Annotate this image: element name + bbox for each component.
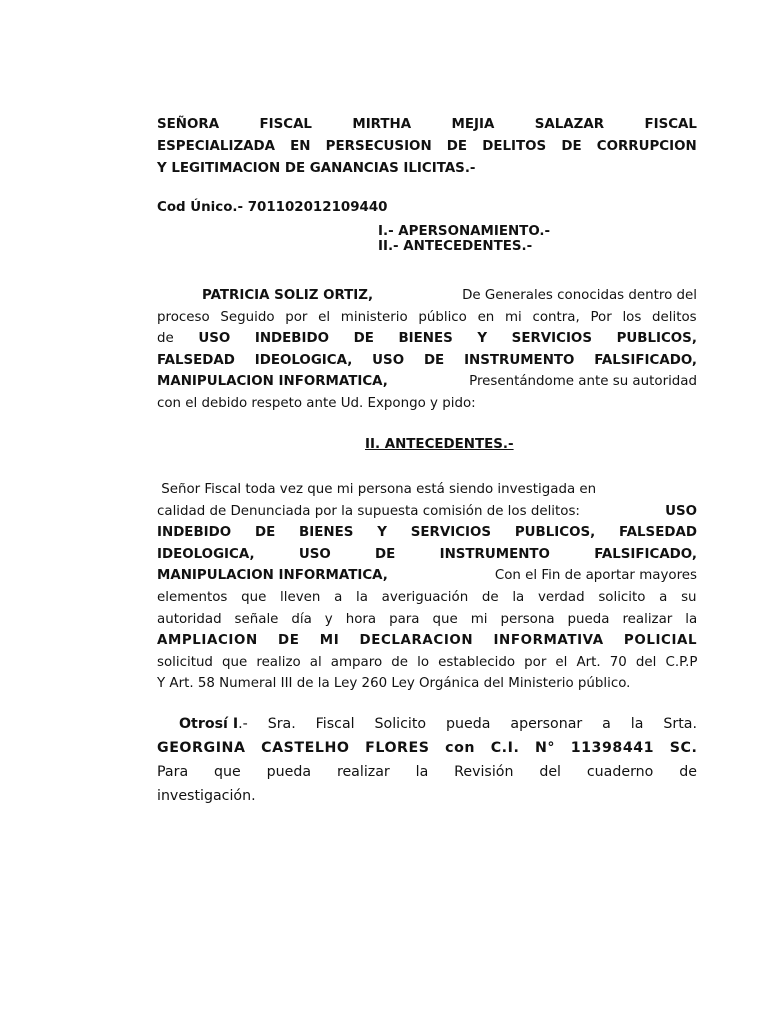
paragraph-text: solicitud que realizo al amparo de lo establecido por el Art. 70 del C.P.P (157, 654, 698, 670)
crime-list: FALSEDAD IDEOLOGICA, USO DE INSTRUMENTO FALSIFICADO, (157, 352, 698, 368)
paragraph-text: Presentándome ante su autoridad (469, 374, 697, 390)
paragraph-line (157, 712, 697, 736)
addressee-word: SEÑORA (157, 117, 220, 132)
paragraph-text: de (157, 331, 174, 347)
paragraph-word: Para (157, 764, 189, 780)
crime-word: FALSIFICADO, (594, 546, 697, 562)
addressee-line-3 (157, 158, 697, 180)
paragraph-line (157, 307, 697, 329)
party-name: PATRICIA SOLIZ ORTIZ, (202, 288, 374, 303)
crime-word: IDEOLOGICA, (157, 546, 255, 562)
references (378, 224, 550, 254)
paragraph-word: realizar (336, 764, 390, 780)
crime-word: INSTRUMENTO (439, 546, 550, 562)
crime-list: USO (665, 503, 697, 519)
paragraph-antecedentes (157, 479, 697, 695)
paragraph-line (157, 609, 697, 631)
crime-list: MANIPULACION INFORMATICA, (157, 374, 388, 390)
paragraph-line (157, 393, 697, 415)
crime-word: DE (353, 331, 374, 347)
paragraph-line (157, 479, 697, 501)
addressee-line-1 (157, 114, 697, 136)
paragraph-text: investigación. (157, 788, 256, 804)
crime-word: BIENES (398, 331, 453, 347)
paragraph-line (157, 736, 697, 760)
paragraph-word: que (214, 764, 241, 780)
paragraph-word: pueda (266, 764, 312, 780)
paragraph-line (157, 501, 697, 523)
addressee-word: SALAZAR (534, 117, 605, 132)
paragraph-otrosi (157, 712, 697, 808)
addressee-word: MEJIA (451, 117, 495, 132)
crime-word: USO (198, 331, 231, 347)
case-code: Cod Único.- 701102012109440 (157, 200, 388, 215)
paragraph-line (157, 784, 697, 808)
reference-antecedentes: II.- ANTECEDENTES.- (378, 239, 533, 254)
paragraph-text: Con el Fin de aportar mayores (494, 568, 697, 584)
crime-word: USO (298, 546, 331, 562)
paragraph-line (157, 652, 697, 674)
representative-name: GEORGINA CASTELHO FLORES con C.I. N° 11398441 SC. (157, 740, 698, 756)
crime-list: INDEBIDO DE BIENES Y SERVICIOS PUBLICOS, FALSEDAD (157, 525, 697, 541)
paragraph-word: la (415, 764, 429, 780)
paragraph-line (157, 285, 697, 307)
paragraph-text: Y Art. 58 Numeral III de la Ley 260 Ley Orgánica del Ministerio público. (157, 676, 631, 692)
crime-word: DE (375, 546, 396, 562)
addressee-line-2 (157, 136, 697, 158)
paragraph-line (157, 587, 697, 609)
paragraph-line (157, 328, 697, 350)
paragraph-line (157, 673, 697, 695)
addressee-word: FISCAL (259, 117, 312, 132)
paragraph-word: cuaderno (586, 764, 654, 780)
paragraph-text: autoridad señale día y hora para que mi persona pueda realizar la (157, 611, 698, 627)
paragraph-word: Revisión (454, 764, 514, 780)
paragraph-line (157, 565, 697, 587)
crime-word: Y (477, 331, 488, 347)
paragraph-text: calidad de Denunciada por la supuesta comisión de los delitos: (157, 503, 580, 519)
addressee-word: MIRTHA (352, 117, 412, 132)
paragraph-text: .- Sra. Fiscal Solicito pueda apersonar a la Srta. (238, 716, 697, 732)
addressee-word: FISCAL (644, 117, 697, 132)
paragraph-text: Señor Fiscal toda vez que mi persona está siendo investigada en (157, 482, 597, 497)
paragraph-text: De Generales conocidas dentro del (462, 288, 697, 303)
paragraph-line (157, 350, 697, 372)
crime-word: SERVICIOS (511, 331, 592, 347)
crime-word: INDEBIDO (254, 331, 329, 347)
crime-list: MANIPULACION INFORMATICA, (157, 568, 388, 584)
paragraph-line (157, 630, 697, 652)
paragraph-apersonamiento (157, 285, 697, 415)
paragraph-line (157, 760, 697, 784)
request-title: AMPLIACION DE MI DECLARACION INFORMATIVA POLICIAL (157, 633, 698, 649)
paragraph-text: con el debido respeto ante Ud. Expongo y pido: (157, 395, 476, 411)
addressee-text: ESPECIALIZADA EN PERSECUSION DE DELITOS DE CORRUPCION (157, 139, 697, 154)
paragraph-text: proceso Seguido por el ministerio público en mi contra, Por los delitos (157, 309, 697, 325)
paragraph-text: elementos que lleven a la averiguación de la verdad solicito a su (157, 589, 697, 605)
addressee-block (157, 114, 697, 180)
paragraph-line (157, 522, 697, 544)
otrosi-label: Otrosí I (179, 716, 239, 732)
paragraph-word: del (539, 764, 561, 780)
section-title: II. ANTECEDENTES.- (365, 437, 514, 452)
paragraph-word: de (679, 764, 697, 780)
addressee-text: Y LEGITIMACION DE GANANCIAS ILICITAS.- (157, 161, 476, 176)
reference-apersonamiento: I.- APERSONAMIENTO.- (378, 224, 551, 239)
crime-word: PUBLICOS, (616, 331, 697, 347)
paragraph-line (157, 544, 697, 566)
paragraph-line (157, 371, 697, 393)
